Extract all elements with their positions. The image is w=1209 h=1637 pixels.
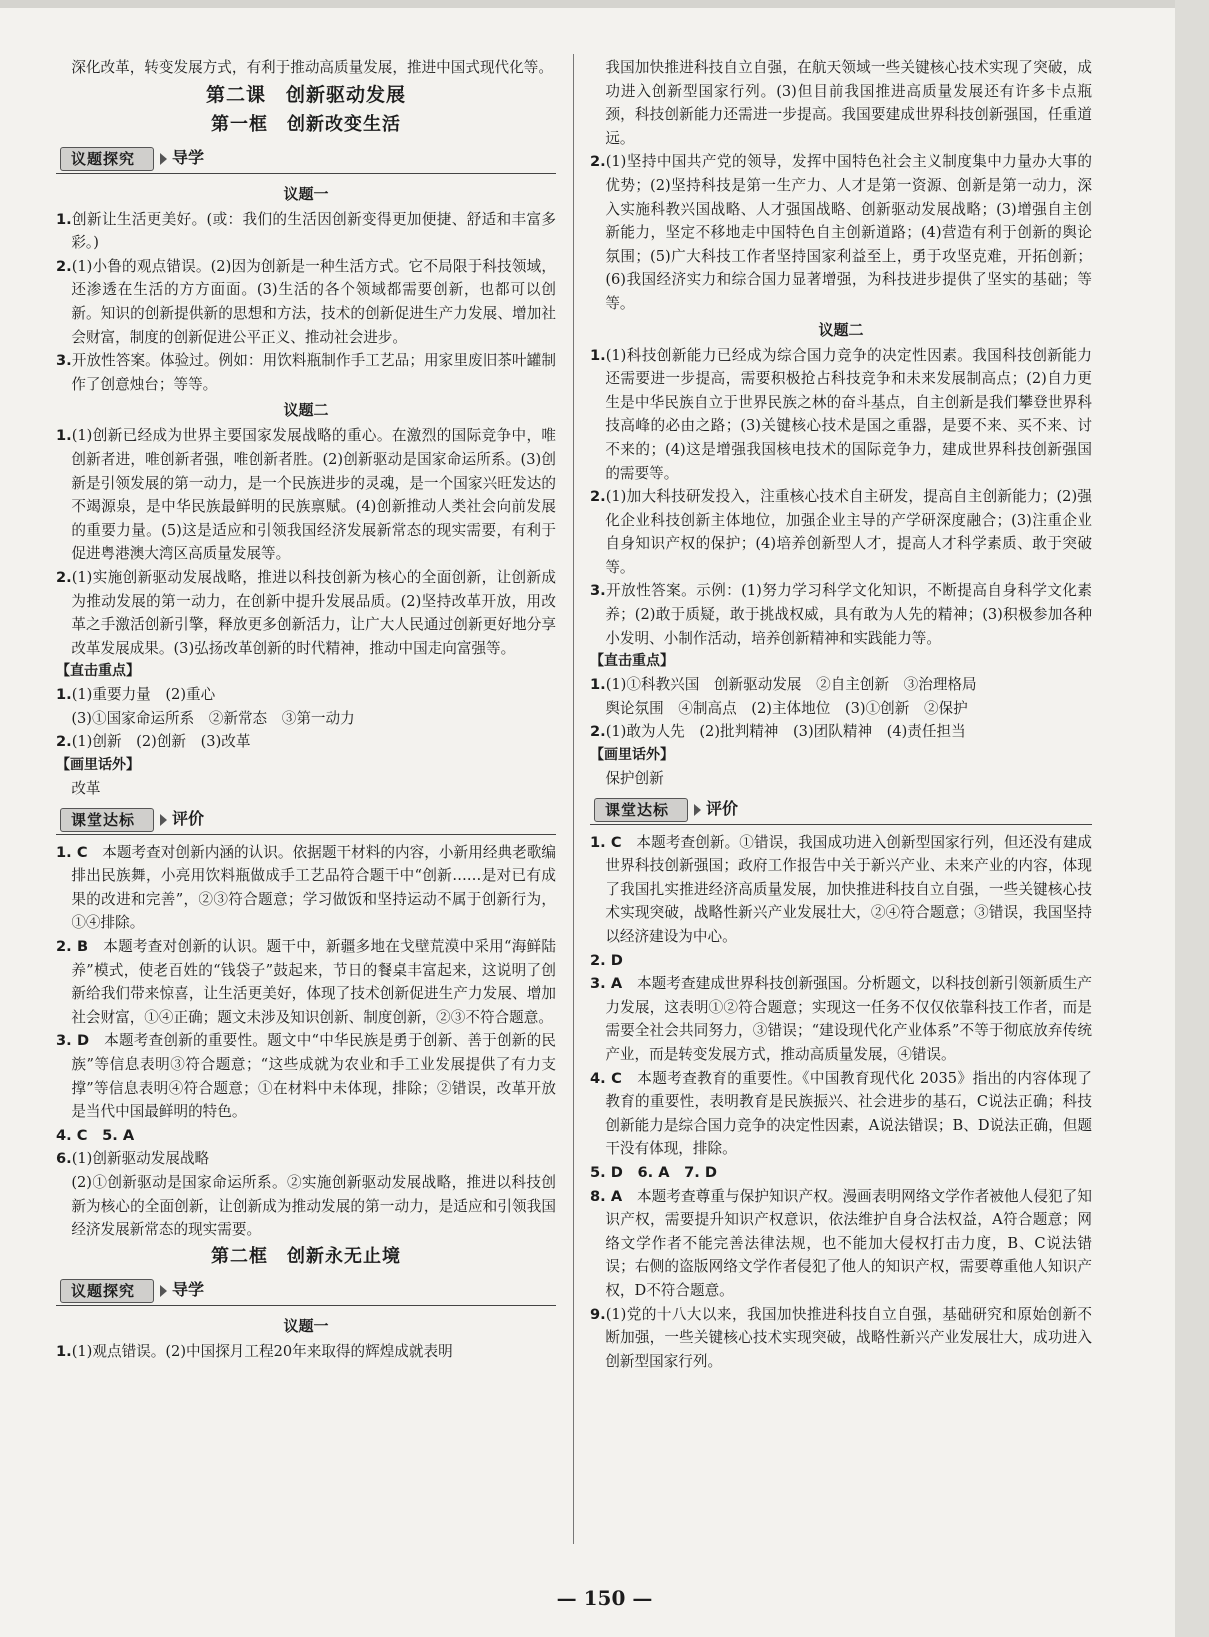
- banner-tag: 议题探究: [60, 1279, 154, 1303]
- banner-suffix: 评价: [172, 808, 205, 828]
- item-number: 4. C 5. A: [56, 1126, 135, 1144]
- item-text: (1)党的十八大以来，我国加快推进科技自立自强，基础研究和原始创新不断加强，一些关键核心技术实现突破，战略性新兴产业发展壮大，成功进入创新型国家行列。: [605, 1305, 1092, 1370]
- answer-item: [56, 1124, 556, 1148]
- item-number: 6.: [56, 1150, 72, 1168]
- topic-heading: 议题一: [283, 1316, 329, 1335]
- answer-item: [590, 1185, 1092, 1303]
- intro-text: 深化改革，转变发展方式，有利于推动高质量发展，推进中国式现代化等。: [71, 59, 553, 76]
- banner-suffix: 评价: [706, 798, 739, 818]
- column-divider: [573, 54, 574, 1544]
- item-text: (1)①科教兴国 创新驱动发展 ②自主创新 ③治理格局: [605, 676, 977, 694]
- scan-edge-top: [0, 0, 1209, 8]
- item-text: 本题考查对创新的认识。题干中，新疆多地在戈壁荒漠中采用“海鲜陆养”模式，使老百姓的“钱袋子”鼓起来，节日的餐桌丰富起来，这说明了创新给我们带来惊喜，让生活更美好，体现了技术创新促进生产力发展、增加社会财富，①④正确；题文未涉及知识创新、制度创新，②③不符合题意。: [71, 938, 556, 1026]
- answer-item: [590, 831, 1092, 949]
- banner-ketang-dabiao: [590, 796, 1092, 825]
- item-number: 1.: [56, 210, 72, 228]
- item-text: (1)实施创新驱动发展战略，推进以科技创新为核心的全面创新，让创新成为推动发展的第一动力，在创新中提升发展品质。(2)坚持改革开放，用改革之手激活创新引擎，释放更多创新活力，让广大人民通过创新更好地分享改革发展成果。(3)弘扬改革创新的时代精神，推动中国走向富强等。: [71, 568, 556, 657]
- answer-list: [590, 831, 1092, 1374]
- item-number: 3.: [590, 582, 606, 600]
- answer-item: [590, 1303, 1092, 1374]
- banner-suffix: 导学: [172, 1279, 205, 1299]
- item-number: 2. D: [590, 951, 623, 969]
- answer-item: [590, 949, 1092, 973]
- item-text: (1)创新 (2)创新 (3)改革: [71, 733, 251, 751]
- answer-item: [56, 566, 556, 660]
- huali-answer: 改革: [71, 780, 101, 798]
- item-number: 1.: [56, 1342, 72, 1360]
- banner-suffix: 导学: [172, 147, 205, 167]
- answer-list: [590, 344, 1092, 651]
- section-label-zhiji: 【直击重点】: [56, 663, 140, 680]
- item-text: (1)观点错误。(2)中国探月工程20年来取得的辉煌成就表明: [71, 1342, 453, 1360]
- item-number: 2.: [56, 733, 72, 751]
- answer-list: [590, 150, 1092, 315]
- item-number: 1.: [56, 427, 72, 445]
- item-text: 开放性答案。体验过。例如：用饮料瓶制作手工艺品；用家里废旧茶叶罐制作了创意烛台；等等。: [71, 352, 556, 393]
- answer-list: [56, 841, 556, 1242]
- section-label-zhiji: 【直击重点】: [590, 653, 674, 670]
- answer-item: [56, 1340, 556, 1364]
- item-number: 3.: [56, 352, 72, 370]
- item-number: 3. A: [590, 975, 623, 993]
- item-number: 1.: [56, 686, 72, 704]
- right-column: [590, 56, 1092, 1556]
- item-number: 2.: [590, 153, 606, 171]
- answer-list: [56, 208, 556, 397]
- answer-item: [590, 673, 1092, 697]
- left-column: [56, 56, 556, 1556]
- answer-item: [590, 150, 1092, 315]
- item-text: (1)科技创新能力已经成为综合国力竞争的决定性因素。我国科技创新能力还需要进一步提高，需要积极抢占科技竞争和未来发展制高点；(2)自力更生是中华民族自立于世界民族之林的奋斗基点，自主创新是我们攀登世界科技高峰的必由之路；(3)关键核心技术是国之重器，是要不来、买不来、讨不来的；(4)这是增强我国核电技术的国际竞争力，建成世界科技创新强国的需要等。: [605, 346, 1092, 482]
- item-text: 创新让生活更美好。(或：我们的生活因创新变得更加便捷、舒适和丰富多彩。): [71, 210, 556, 252]
- section-title: 第二框 创新永无止境: [211, 1245, 401, 1267]
- answer-item: [56, 349, 556, 396]
- item-text: 本题考查创新。①错误，我国成功进入创新型国家行列，但还没有建成世界科技创新强国；政府工作报告中关于新兴产业、未来产业的内容，体现了我国扎实推进经济高质量发展，加快推进科技自立自强，一些关键核心技术实现突破，战略性新兴产业发展壮大，②④符合题意；③错误，我国坚持以经济建设为中心。: [605, 833, 1092, 945]
- item-text: (1)加大科技研发投入，注重核心技术自主研发，提高自主创新能力；(2)强化企业科技创新主体地位，加强企业主导的产学研深度融合；(3)注重企业自身知识产权的保护；(4)培养创新型人才，提高人才科学素质、敢于突破等。: [605, 488, 1092, 576]
- item-number: 1. C: [590, 833, 622, 851]
- scan-edge-right: [1175, 0, 1209, 1637]
- banner-ketang-dabiao: [56, 806, 556, 835]
- arrow-icon: [160, 1285, 167, 1297]
- continued-text: 我国加快推进科技自立自强，在航天领域一些关键核心技术实现了突破，成功进入创新型国家行列。(3)但目前我国推进高质量发展还有许多卡点瓶颈，科技创新能力还需进一步提高。我国要建成世界科技创新强国，任重道远。: [605, 59, 1092, 147]
- topic-heading: 议题一: [283, 184, 329, 203]
- item-number: 1.: [590, 346, 606, 364]
- answer-item: [56, 683, 556, 707]
- answer-item: [56, 208, 556, 255]
- banner-tag: 议题探究: [60, 147, 154, 171]
- banner-tag: 课堂达标: [594, 798, 688, 822]
- answer-item: [590, 485, 1092, 579]
- answer-subline: (2)①创新驱动是国家命运所系。②实施创新驱动发展战略，推进以科技创新为核心的全面创新，让创新成为推动发展的第一动力，是适应和引领我国经济发展新常态的现实需要。: [71, 1173, 556, 1239]
- item-text: (1)敢为人先 (2)批判精神 (3)团队精神 (4)责任担当: [605, 723, 966, 741]
- banner-yiti-tanjiu: [56, 145, 556, 174]
- arrow-icon: [160, 153, 167, 165]
- item-text: (1)创新已经成为世界主要国家发展战略的重心。在激烈的国际竞争中，唯创新者进，唯创新者强，唯创新者胜。(2)创新驱动是国家命运所系。(3)创新是引领发展的第一动力，是一个民族进步的灵魂，是一个国家兴旺发达的不竭源泉，是中华民族最鲜明的民族禀赋。(4)创新推动人类社会向前发展的重要力量。(5)这是适应和引领我国经济发展新常态的现实需要，有利于促进粤港澳大湾区高质量发展等。: [71, 427, 556, 563]
- item-text: (1)重要力量 (2)重心: [71, 686, 216, 704]
- item-text: 开放性答案。示例：(1)努力学习科学文化知识，不断提高自身科学文化素养；(2)敢于质疑，敢于挑战权威，具有敢为人先的精神；(3)积极参加各种小发明、小制作活动，培养创新精神和实践能力等。: [605, 582, 1092, 647]
- item-text: 本题考查尊重与保护知识产权。漫画表明网络文学作者被他人侵犯了知识产权，需要提升知识产权意识，依法维护自身合法权益，A符合题意；网络文学作者不能完善法律法规，也不能加大侵权打击力度，B、C说法错误；右侧的盗版网络文学作者侵犯了他人的知识产权，需要尊重他人知识产权，D不符合题意。: [605, 1187, 1092, 1299]
- answer-list: [590, 673, 1092, 744]
- page-number: — 150 —: [556, 1586, 653, 1610]
- answer-item: [56, 255, 556, 349]
- answer-item: [56, 730, 556, 754]
- item-text: 本题考查创新的重要性。题文中“中华民族是勇于创新、善于创新的民族”等信息表明③符合题意；“这些成就为农业和手工业发展提供了有力支撑”等信息表明④符合题意；①在材料中未体现，排除；②错误，改革开放是当代中国最鲜明的特色。: [71, 1032, 556, 1121]
- item-number: 9.: [590, 1305, 606, 1323]
- item-number: 2.: [56, 257, 72, 275]
- arrow-icon: [160, 814, 167, 826]
- item-number: 1. C: [56, 843, 88, 861]
- answer-item: [56, 935, 556, 1029]
- item-text: 本题考查建成世界科技创新强国。分析题文，以科技创新引领新质生产力发展，这表明①②符合题意；实现这一任务不仅仅依靠科技工作者，而是需要全社会共同努力，③错误；“建设现代化产业体系”不等于彻底放弃传统产业，而是转变发展方式，推动高质量发展，④错误。: [605, 975, 1092, 1063]
- huali-answer: 保护创新: [605, 770, 664, 788]
- item-text: (1)坚持中国共产党的领导，发挥中国特色社会主义制度集中力量办大事的优势；(2)坚持科技是第一生产力、人才是第一资源、创新是第一动力，深入实施科教兴国战略、人才强国战略、创新驱动发展战略；(3)增强自主创新能力，坚定不移地走中国特色自主创新道路；(4)营造有利于创新的舆论氛围；(5)广大科技工作者坚持国家利益至上，勇于攻坚克难，开拓创新；(6)我国经济实力和综合国力显著增强，为科技进步提供了坚实的基础；等等。: [605, 153, 1092, 312]
- answer-item: [590, 720, 1092, 744]
- answer-item: [590, 1067, 1092, 1161]
- section-label-huali: 【画里话外】: [56, 757, 140, 774]
- item-number: 5. D 6. A 7. D: [590, 1163, 718, 1181]
- banner-tag: 课堂达标: [60, 808, 154, 832]
- answer-item: [590, 1161, 1092, 1185]
- answer-item: [590, 344, 1092, 486]
- section-label-huali: 【画里话外】: [590, 747, 674, 764]
- answer-item: [590, 579, 1092, 650]
- answer-list: [56, 1340, 556, 1364]
- answer-list: [56, 683, 556, 754]
- section-title: 第一框 创新改变生活: [211, 113, 401, 135]
- answer-item: [590, 972, 1092, 1066]
- item-number: 2.: [590, 723, 606, 741]
- answer-item: [56, 1147, 556, 1171]
- item-text: 本题考查教育的重要性。《中国教育现代化 2035》指出的内容体现了教育的重要性，表明教育是民族振兴、社会进步的基石，C说法正确；科技创新能力是综合国力竞争的决定性因素，A说法错误；B、D说法正确，但题干没有体现，排除。: [605, 1069, 1092, 1158]
- item-text: 本题考查对创新内涵的认识。依据题干材料的内容，小新用经典老歌编排出民族舞，小亮用饮料瓶做成手工艺品符合题干中“创新……是对已有成果的改进和完善”，②③符合题意；学习做饭和坚持运动不属于创新行为，①④排除。: [71, 843, 556, 932]
- topic-heading: 议题二: [818, 320, 864, 339]
- item-number: 2.: [56, 568, 72, 586]
- item-number: 8. A: [590, 1187, 623, 1205]
- answer-item: [56, 1029, 556, 1123]
- answer-list: [56, 424, 556, 660]
- answer-item: [56, 424, 556, 566]
- topic-heading: 议题二: [283, 401, 329, 420]
- item-number: 2.: [590, 488, 606, 506]
- item-text: (1)小鲁的观点错误。(2)因为创新是一种生活方式。它不局限于科技领域，还渗透在生活的方方面面。(3)生活的各个领域都需要创新，也都可以创新。知识的创新提供新的思想和方法，技术的创新促进生产力发展、增加社会财富，制度的创新促进公平正义、推动社会进步。: [71, 257, 556, 346]
- item-number: 4. C: [590, 1069, 622, 1087]
- arrow-icon: [694, 804, 701, 816]
- banner-yiti-tanjiu: [56, 1277, 556, 1306]
- answer-subline: (3)①国家命运所系 ②新常态 ③第一动力: [71, 709, 355, 727]
- item-text: (1)创新驱动发展战略: [71, 1150, 210, 1168]
- item-number: 3. D: [56, 1032, 90, 1050]
- answer-item: [56, 841, 556, 935]
- lesson-title: 第二课 创新驱动发展: [205, 83, 406, 106]
- item-number: 2. B: [56, 938, 89, 956]
- item-number: 1.: [590, 676, 606, 694]
- answer-subline: 舆论氛围 ④制高点 (2)主体地位 (3)①创新 ②保护: [605, 699, 968, 717]
